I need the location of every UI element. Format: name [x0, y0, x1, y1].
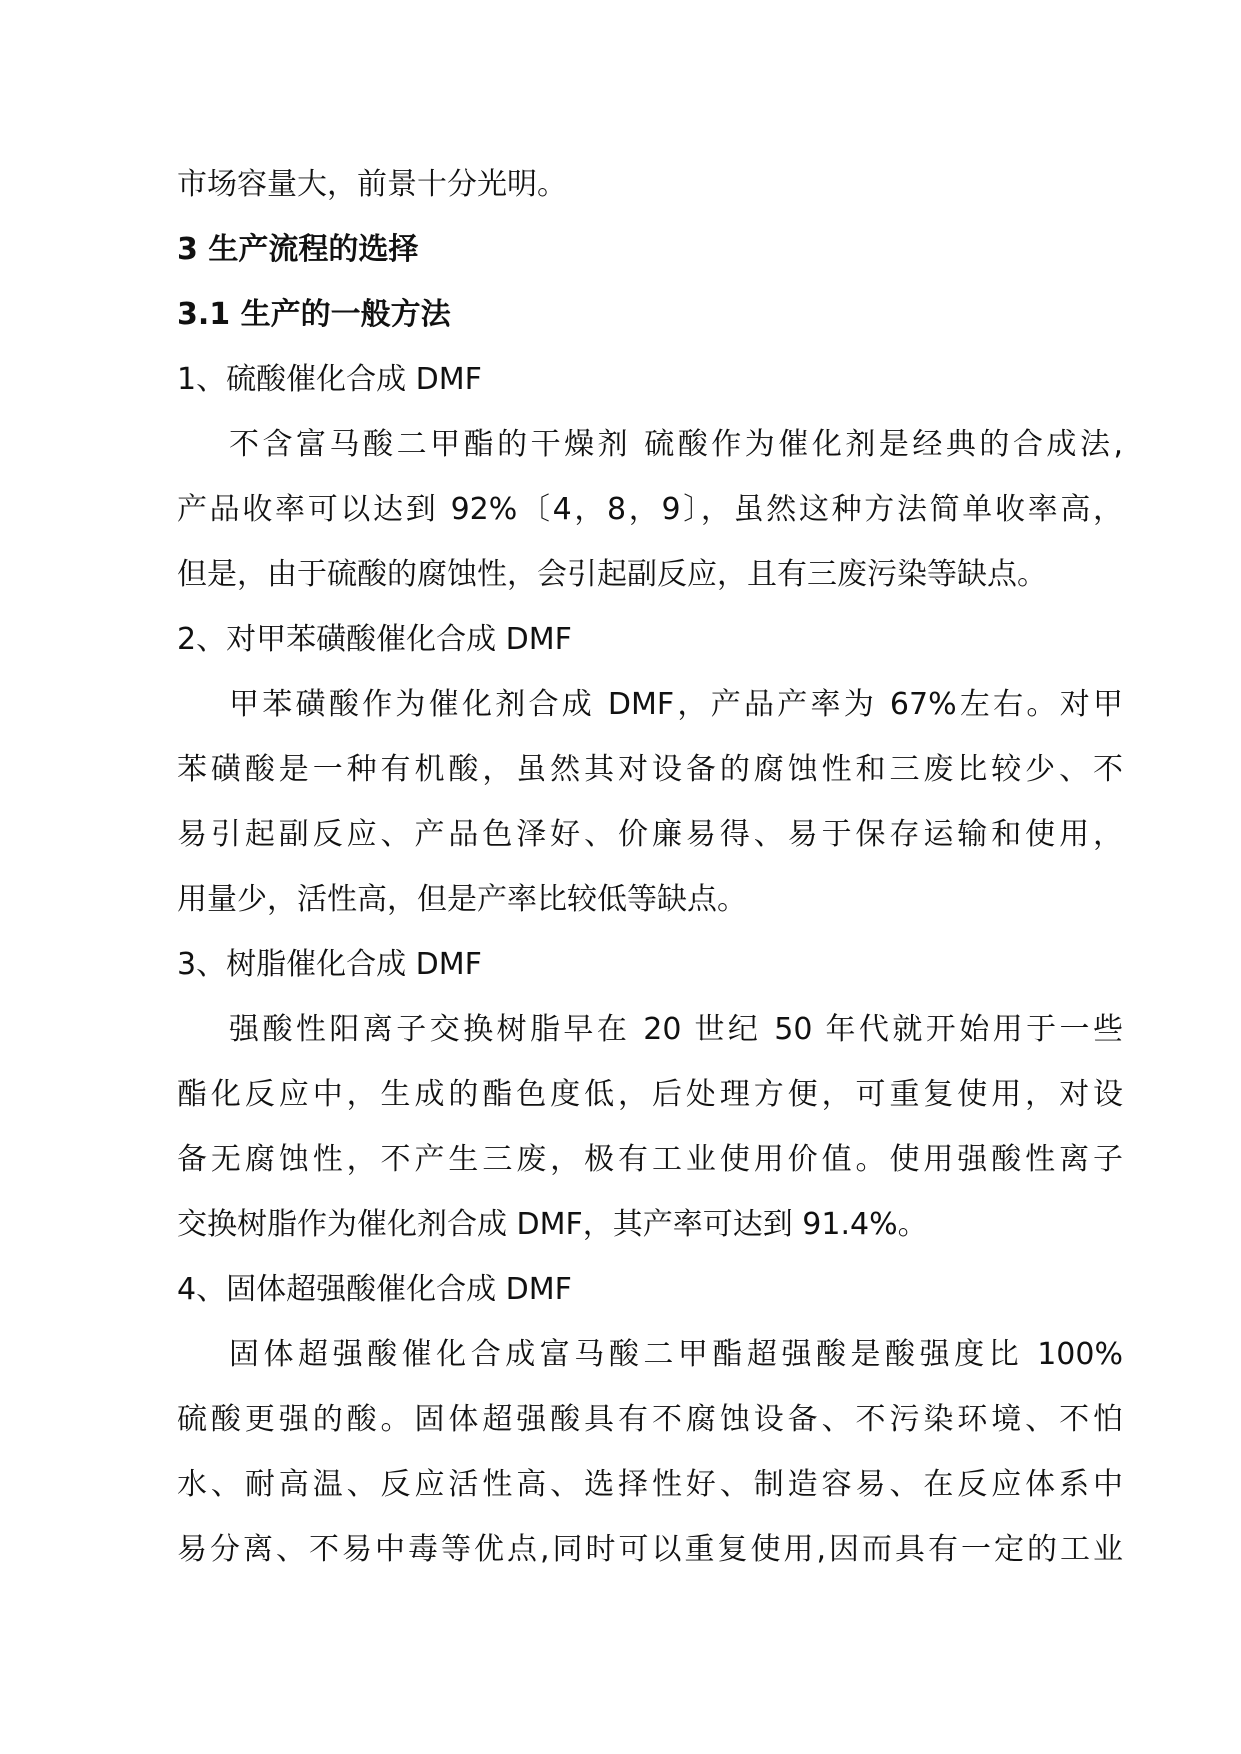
method-3-text-line: 强酸性阳离子交换树脂早在 20 世纪 50 年代就开始用于一些 [229, 1012, 1123, 1047]
method-1-title: 1、硫酸催化合成 DMF [177, 362, 482, 397]
method-2-text-line: 易引起副反应、产品色泽好、价廉易得、易于保存运输和使用， [177, 817, 1123, 852]
method-3-text-line: 酯化反应中，生成的酯色度低，后处理方便，可重复使用，对设 [177, 1077, 1123, 1112]
method-1-text-line: 产品收率可以达到 92%〔4，8，9〕，虽然这种方法简单收率高， [177, 492, 1123, 527]
method-3-text-line: 备无腐蚀性，不产生三废，极有工业使用价值。使用强酸性离子 [177, 1142, 1123, 1177]
paragraph-continuation: 市场容量大，前景十分光明。 [177, 167, 567, 202]
method-4-title: 4、固体超强酸催化合成 DMF [177, 1272, 572, 1307]
method-4-text-line: 硫酸更强的酸。固体超强酸具有不腐蚀设备、不污染环境、不怕 [177, 1402, 1123, 1437]
method-4-text-line: 易分离、不易中毒等优点,同时可以重复使用,因而具有一定的工业 [177, 1532, 1123, 1567]
method-2-title: 2、对甲苯磺酸催化合成 DMF [177, 622, 572, 657]
document-body [177, 152, 1123, 1582]
section-heading: 3 生产流程的选择 [177, 232, 419, 267]
method-1-text-line: 不含富马酸二甲酯的干燥剂 硫酸作为催化剂是经典的合成法, [229, 427, 1123, 462]
method-2-text-line: 苯磺酸是一种有机酸，虽然其对设备的腐蚀性和三废比较少、不 [177, 752, 1123, 787]
subsection-heading: 3.1 生产的一般方法 [177, 297, 451, 332]
method-2-text-line: 甲苯磺酸作为催化剂合成 DMF，产品产率为 67%左右。对甲 [229, 687, 1123, 722]
method-4-text-line: 水、耐高温、反应活性高、选择性好、制造容易、在反应体系中 [177, 1467, 1123, 1502]
method-1-text-line: 但是，由于硫酸的腐蚀性，会引起副反应，且有三废污染等缺点。 [177, 557, 1047, 592]
method-2-text-line: 用量少，活性高，但是产率比较低等缺点。 [177, 882, 747, 917]
method-3-title: 3、树脂催化合成 DMF [177, 947, 482, 982]
method-3-text-line: 交换树脂作为催化剂合成 DMF，其产率可达到 91.4%。 [177, 1207, 928, 1242]
method-4-text-line: 固体超强酸催化合成富马酸二甲酯超强酸是酸强度比 100% [229, 1337, 1123, 1372]
